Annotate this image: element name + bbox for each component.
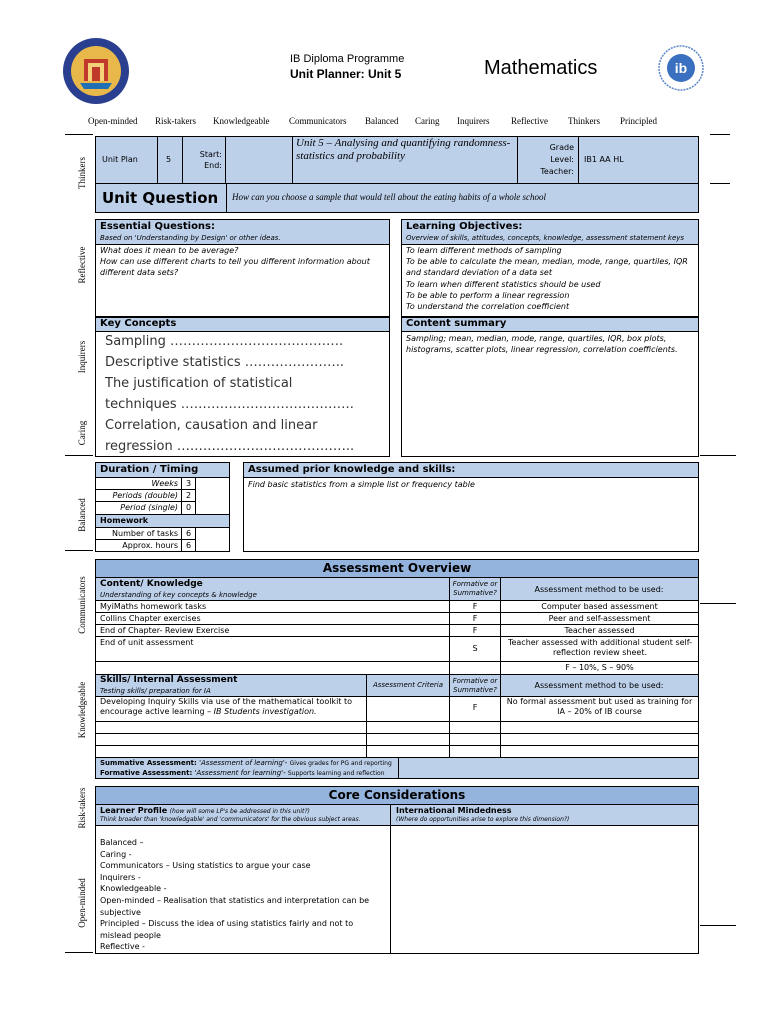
duration-title: Duration / Timing bbox=[100, 464, 199, 475]
teacher-label: Teacher: bbox=[540, 167, 574, 176]
period-single-label: Period (single) bbox=[120, 503, 178, 512]
divider bbox=[95, 733, 699, 734]
unit-question-text: How can you choose a sample that would tell about the eating habits of a whole school bbox=[232, 192, 546, 202]
fs-label: Formative or Summative? bbox=[452, 580, 498, 597]
content-knowledge-subtitle: Understanding of key concepts & knowledge bbox=[100, 591, 257, 599]
divider bbox=[95, 501, 195, 502]
objective: To be able to perform a linear regression bbox=[406, 291, 570, 300]
attribute: Communicators bbox=[289, 116, 347, 126]
divider bbox=[95, 721, 699, 722]
school-logo bbox=[62, 37, 130, 105]
ib-logo bbox=[658, 45, 704, 91]
divider bbox=[226, 183, 227, 213]
hours-value: 6 bbox=[186, 541, 192, 550]
start-label: Start: bbox=[199, 150, 222, 159]
key-concepts-title: Key Concepts bbox=[100, 318, 177, 329]
skills-method: No formal assessment but used as training for IA – 20% of IB course bbox=[506, 697, 693, 716]
unit-question-label: Unit Question bbox=[102, 189, 219, 207]
divider bbox=[95, 624, 699, 625]
divider bbox=[225, 136, 226, 184]
content-summary-text: Sampling; mean, median, mode, range, quartiles, IQR, box plots, histograms, scatter plots, linear regression, correlation coefficients. bbox=[406, 334, 678, 354]
divider bbox=[390, 804, 391, 954]
divider bbox=[95, 539, 195, 540]
method-label: Assessment method to be used: bbox=[534, 585, 664, 594]
assessment-method: Computer based assessment bbox=[541, 602, 658, 611]
assessment-fs: F bbox=[472, 602, 478, 611]
prior-text: Find basic statistics from a simple list or frequency table bbox=[248, 480, 475, 489]
tasks-label: Number of tasks bbox=[112, 529, 178, 538]
divider bbox=[578, 136, 579, 184]
summative-note: Gives grades for PG and reporting bbox=[289, 760, 392, 767]
objective: To learn different methods of sampling bbox=[406, 246, 562, 255]
learner-profile-item: Inquirers - bbox=[100, 872, 141, 882]
attribute: Thinkers bbox=[568, 116, 600, 126]
divider bbox=[398, 757, 399, 779]
summative-label: Summative Assessment: bbox=[100, 759, 197, 767]
learner-profile-title: Learner Profile bbox=[100, 806, 168, 815]
learner-profile-subtitle: Think broader than 'knowledgable' and 'communicators' for the obvious subject areas. bbox=[100, 816, 361, 823]
margin-rule bbox=[700, 603, 736, 604]
assessment-item: End of unit assessment bbox=[100, 638, 194, 647]
key-concept: Sampling …………………………………. bbox=[105, 334, 344, 349]
essential-subtitle: Based on 'Understanding by Design' or other ideas. bbox=[100, 234, 281, 242]
periods-double-value: 2 bbox=[186, 491, 192, 500]
key-concept: regression ………………………………….. bbox=[105, 439, 355, 454]
learner-profile-item: Knowledgeable - bbox=[100, 884, 167, 894]
objectives-subtitle: Overview of skills, attitudes, concepts, knowledge, assessment statement keys bbox=[406, 234, 685, 242]
grade-label: Grade bbox=[549, 143, 574, 152]
learner-profile-item: Principled – Discuss the idea of using statistics fairly and not to mislead people bbox=[100, 919, 354, 940]
subject-title: Mathematics bbox=[484, 57, 598, 79]
key-concept: Descriptive statistics ………………….. bbox=[105, 355, 345, 370]
divider bbox=[182, 136, 183, 184]
assessment-item: MyiMaths homework tasks bbox=[100, 602, 207, 611]
objective: To be able to calculate the mean, median, mode, range, quartiles, IQR and standard deviation of a data set bbox=[406, 257, 688, 277]
unit-plan-label: Unit Plan bbox=[102, 155, 138, 164]
unit-number: 5 bbox=[166, 155, 172, 164]
content-summary-title: Content summary bbox=[406, 318, 507, 329]
assessment-item: End of Chapter- Review Exercise bbox=[100, 626, 230, 635]
objective: To understand the correlation coefficient bbox=[406, 302, 570, 311]
margin-rule bbox=[65, 952, 93, 953]
periods-double-label: Periods (double) bbox=[112, 491, 178, 500]
skills-item-text: Developing Inquiry Skills via use of the mathematical toolkit to encourage active learning bbox=[100, 697, 352, 716]
tasks-value: 6 bbox=[186, 529, 192, 538]
homework-label: Homework bbox=[100, 516, 149, 525]
divider bbox=[517, 136, 518, 184]
divider bbox=[95, 527, 230, 528]
end-label: End: bbox=[204, 161, 222, 170]
period-single-value: 0 bbox=[186, 503, 192, 512]
side-label-risk-takers: Risk-takers bbox=[77, 787, 87, 829]
weeks-value: 3 bbox=[186, 479, 192, 488]
attribute: Caring bbox=[415, 116, 440, 126]
divider bbox=[95, 612, 699, 613]
margin-rule bbox=[710, 134, 730, 135]
assessment-fs: F bbox=[472, 614, 478, 623]
learner-profile-item: Caring - bbox=[100, 849, 132, 859]
assessment-item: Collins Chapter exercises bbox=[100, 614, 201, 623]
objective: To learn when different statistics should be used bbox=[406, 280, 601, 289]
assessment-method: Teacher assessed bbox=[564, 626, 635, 635]
margin-rule bbox=[700, 455, 736, 456]
skills-fs: F bbox=[472, 703, 478, 712]
intl-mindedness-subtitle: (Where do opportunities arise to explore this dimension?) bbox=[396, 816, 570, 823]
assessment-method: Peer and self-assessment bbox=[548, 614, 651, 623]
prior-title: Assumed prior knowledge and skills: bbox=[248, 464, 456, 475]
side-label-inquirers: Inquirers bbox=[77, 340, 87, 374]
programme-title: IB Diploma Programme bbox=[290, 53, 405, 65]
formative-quote: 'Assessment for learning'- bbox=[194, 769, 286, 777]
side-label-knowledgeable: Knowledgeable bbox=[77, 681, 87, 739]
divider bbox=[95, 636, 699, 637]
side-label-open-minded: Open-minded bbox=[77, 878, 87, 928]
level-value: IB1 AA HL bbox=[584, 155, 624, 164]
divider bbox=[181, 477, 182, 515]
learner-profile-item: Open-minded – Realisation that statistics and interpretation can be subjective bbox=[100, 895, 370, 917]
attribute: Risk-takers bbox=[155, 116, 196, 126]
objectives-title: Learning Objectives: bbox=[406, 221, 523, 232]
margin-rule bbox=[65, 550, 93, 551]
side-label-caring: Caring bbox=[77, 420, 87, 446]
hours-label: Approx. hours bbox=[122, 541, 178, 550]
skills-item-italic: – IB Students investigation. bbox=[207, 707, 317, 716]
side-label-thinkers: Thinkers bbox=[77, 157, 87, 189]
fs-label-2: Formative or Summative? bbox=[452, 677, 498, 694]
unit-title: Unit 5 – Analysing and quantifying randomness-statistics and probability bbox=[296, 137, 511, 162]
level-label: Level: bbox=[550, 155, 574, 164]
learner-profile-list bbox=[100, 837, 385, 953]
side-label-balanced: Balanced bbox=[77, 498, 87, 532]
attribute: Open-minded bbox=[88, 116, 138, 126]
side-label-communicators: Communicators bbox=[77, 576, 87, 634]
content-knowledge-title: Content/ Knowledge bbox=[100, 579, 203, 589]
key-concept: Correlation, causation and linear bbox=[105, 418, 318, 433]
attribute: Balanced bbox=[365, 116, 399, 126]
essential-question: What does it mean to be average? bbox=[100, 246, 239, 255]
margin-rule bbox=[65, 134, 93, 135]
unit-planner-title: Unit Planner: Unit 5 bbox=[290, 67, 402, 81]
skills-subtitle: Testing skills/ preparation for IA bbox=[100, 687, 211, 695]
attribute: Reflective bbox=[511, 116, 548, 126]
criteria-label: Assessment Criteria bbox=[372, 681, 444, 689]
learner-profile-question: (how will some LP's be addressed in this unit?) bbox=[169, 808, 310, 815]
formative-line bbox=[100, 768, 396, 779]
learner-profile-item: Balanced – bbox=[100, 838, 144, 847]
assessment-fs: F bbox=[472, 626, 478, 635]
summative-quote: 'Assessment of learning'- bbox=[199, 759, 288, 767]
core-title: Core Considerations bbox=[328, 788, 466, 802]
key-concept: techniques …………………………………. bbox=[105, 397, 354, 412]
attribute: Knowledgeable bbox=[213, 116, 270, 126]
essential-question: How can use different charts to tell you different information about different data sets? bbox=[100, 257, 370, 277]
method-label-2: Assessment method to be used: bbox=[534, 681, 664, 690]
learner-profile-item: Communicators – Using statistics to argue your case bbox=[100, 861, 311, 871]
margin-rule bbox=[710, 183, 730, 184]
divider bbox=[292, 136, 293, 184]
formative-label: Formative Assessment: bbox=[100, 769, 193, 777]
assessment-method-weights: F – 10%, S – 90% bbox=[565, 663, 634, 672]
key-concept: The justification of statistical bbox=[105, 376, 293, 391]
essential-title: Essential Questions: bbox=[100, 221, 216, 232]
svg-text:ib: ib bbox=[674, 60, 688, 76]
skills-title: Skills/ Internal Assessment bbox=[100, 675, 238, 685]
weeks-label: Weeks bbox=[151, 479, 178, 488]
assessment-fs: S bbox=[472, 644, 478, 653]
attribute: Principled bbox=[620, 116, 657, 126]
learner-profile-item: Reflective - bbox=[100, 942, 145, 952]
margin-rule bbox=[700, 925, 736, 926]
attribute: Inquirers bbox=[457, 116, 490, 126]
formative-note: Supports learning and reflection bbox=[287, 770, 385, 777]
intl-mindedness-title: International Mindedness bbox=[396, 806, 512, 815]
assessment-method: Teacher assessed with additional student self-reflection review sheet. bbox=[507, 638, 693, 657]
side-label-reflective: Reflective bbox=[77, 246, 87, 284]
divider bbox=[95, 489, 195, 490]
divider bbox=[95, 745, 699, 746]
skills-item bbox=[100, 697, 362, 721]
assessment-title: Assessment Overview bbox=[322, 561, 472, 575]
divider bbox=[157, 136, 158, 184]
margin-rule bbox=[65, 455, 93, 456]
